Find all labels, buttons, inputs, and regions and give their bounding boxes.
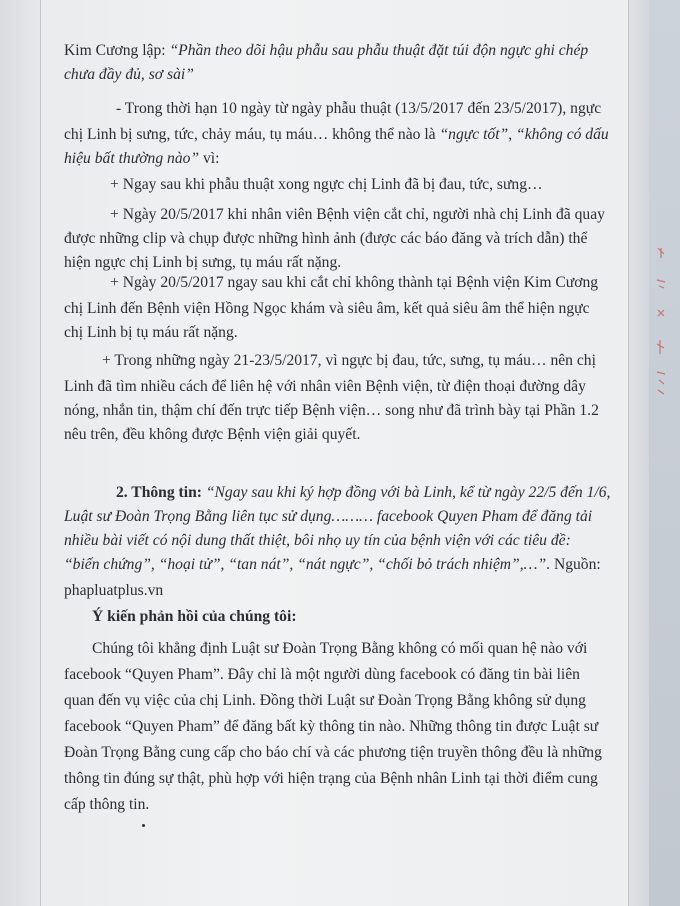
text-line: Kim Cương lập: “Phần theo dõi hậu phẫu sau phẫu thuật đặt túi độn ngực ghi chép <box>64 42 589 59</box>
text-line: + Trong những ngày 21-23/5/2017, vì ngực bị đau, tức, sưng, tụ máu… nên chị <box>102 352 596 369</box>
section-heading-line: 2. Thông tin: “Ngay sau khi ký hợp đồng với bà Linh, kể từ ngày 22/5 đến 1/6, <box>116 484 611 501</box>
text-line: + Ngày 20/5/2017 ngay sau khi cắt chỉ không thành tại Bệnh viện Kim Cương <box>110 274 599 291</box>
text-line: chị Linh đến Bệnh viện Hồng Ngọc khám và siêu âm, kết quả siêu âm thể hiện ngực <box>64 300 590 317</box>
text-line: nhiều bài viết có nội dung thất thiệt, bôi nhọ uy tín của bệnh viện với các tiêu đề: <box>64 532 571 549</box>
fold-line <box>40 0 41 906</box>
text-line: “biến chứng”, “hoại tử”, “tan nát”, “nát ngực”, “chối bỏ trách nhiệm”,…”. Nguồn: <box>64 556 601 573</box>
text-line: Linh đã tìm nhiều cách để liên hệ với nhân viên Bệnh viện, từ điện thoại đường dây <box>64 378 586 395</box>
text-line: chị Linh bị tụ máu rất nặng. <box>64 324 238 341</box>
text-line: cấp thông tin. <box>64 796 150 813</box>
text-line: + Ngay sau khi phẫu thuật xong ngực chị Linh đã bị đau, tức, sưng… <box>110 176 543 193</box>
text-line: chưa đầy đủ, sơ sài” <box>64 66 194 83</box>
ink-dot <box>142 824 145 827</box>
text-line: được những clip và chụp được những hình ảnh (được các báo đăng và trích dẫn) thể <box>64 230 588 247</box>
text-line: facebook “Quyen Pham”. Đây chỉ là một người dùng facebook có đăng tin bài liên <box>64 666 580 683</box>
text-line: - Trong thời hạn 10 ngày từ ngày phẫu thuật (13/5/2017 đến 23/5/2017), ngực <box>116 100 602 117</box>
response-heading: Ý kiến phản hồi của chúng tôi: <box>92 608 297 625</box>
text-line: + Ngày 20/5/2017 khi nhân viên Bệnh viện cắt chỉ, người nhà chị Linh đã quay <box>110 206 605 223</box>
text-line: Chúng tôi khẳng định Luật sư Đoàn Trọng Bằng không có mối quan hệ nào với <box>92 640 588 657</box>
text-line: quan đến vụ việc của chị Linh. Đồng thời Luật sư Đoàn Trọng Bằng không sử dụng <box>64 692 586 709</box>
margin-marks-icon <box>654 244 668 404</box>
text-line: phapluatplus.vn <box>64 582 164 599</box>
text-line: facebook “Quyen Pham” để đăng bất kỳ thông tin nào. Những thông tin được Luật sư <box>64 718 599 735</box>
binding-strip <box>0 0 40 906</box>
text-line: Đoàn Trọng Bằng cung cấp cho báo chí và các phương tiện truyền thông đều là những <box>64 744 602 761</box>
margin-handwriting-marks <box>654 244 668 404</box>
text-line: nêu trên, đều không được Bệnh viện giải quyết. <box>64 426 361 443</box>
text-line: hiện ngực chị Linh bị sưng, tụ máu rất nặng. <box>64 254 342 271</box>
text-line: Luật sư Đoàn Trọng Bằng liên tục sử dụng……… facebook Quyen Pham để đăng tải <box>64 508 593 525</box>
text-line: nóng, nhắn tin, thậm chí đến trực tiếp Bệnh viện… song như đã trình bày tại Phần 1.2 <box>64 402 599 419</box>
text-line: thông tin đúng sự thật, phù hợp với hiện trạng của Bệnh nhân Linh tại thời điểm cung <box>64 770 598 787</box>
text-line: chị Linh bị sưng, tức, chảy máu, tụ máu… không thể nào là “ngực tốt”, “không có dấu <box>64 126 609 143</box>
text-line: hiệu bất thường nào” vì: <box>64 150 220 167</box>
underlying-page-edge <box>628 0 649 906</box>
